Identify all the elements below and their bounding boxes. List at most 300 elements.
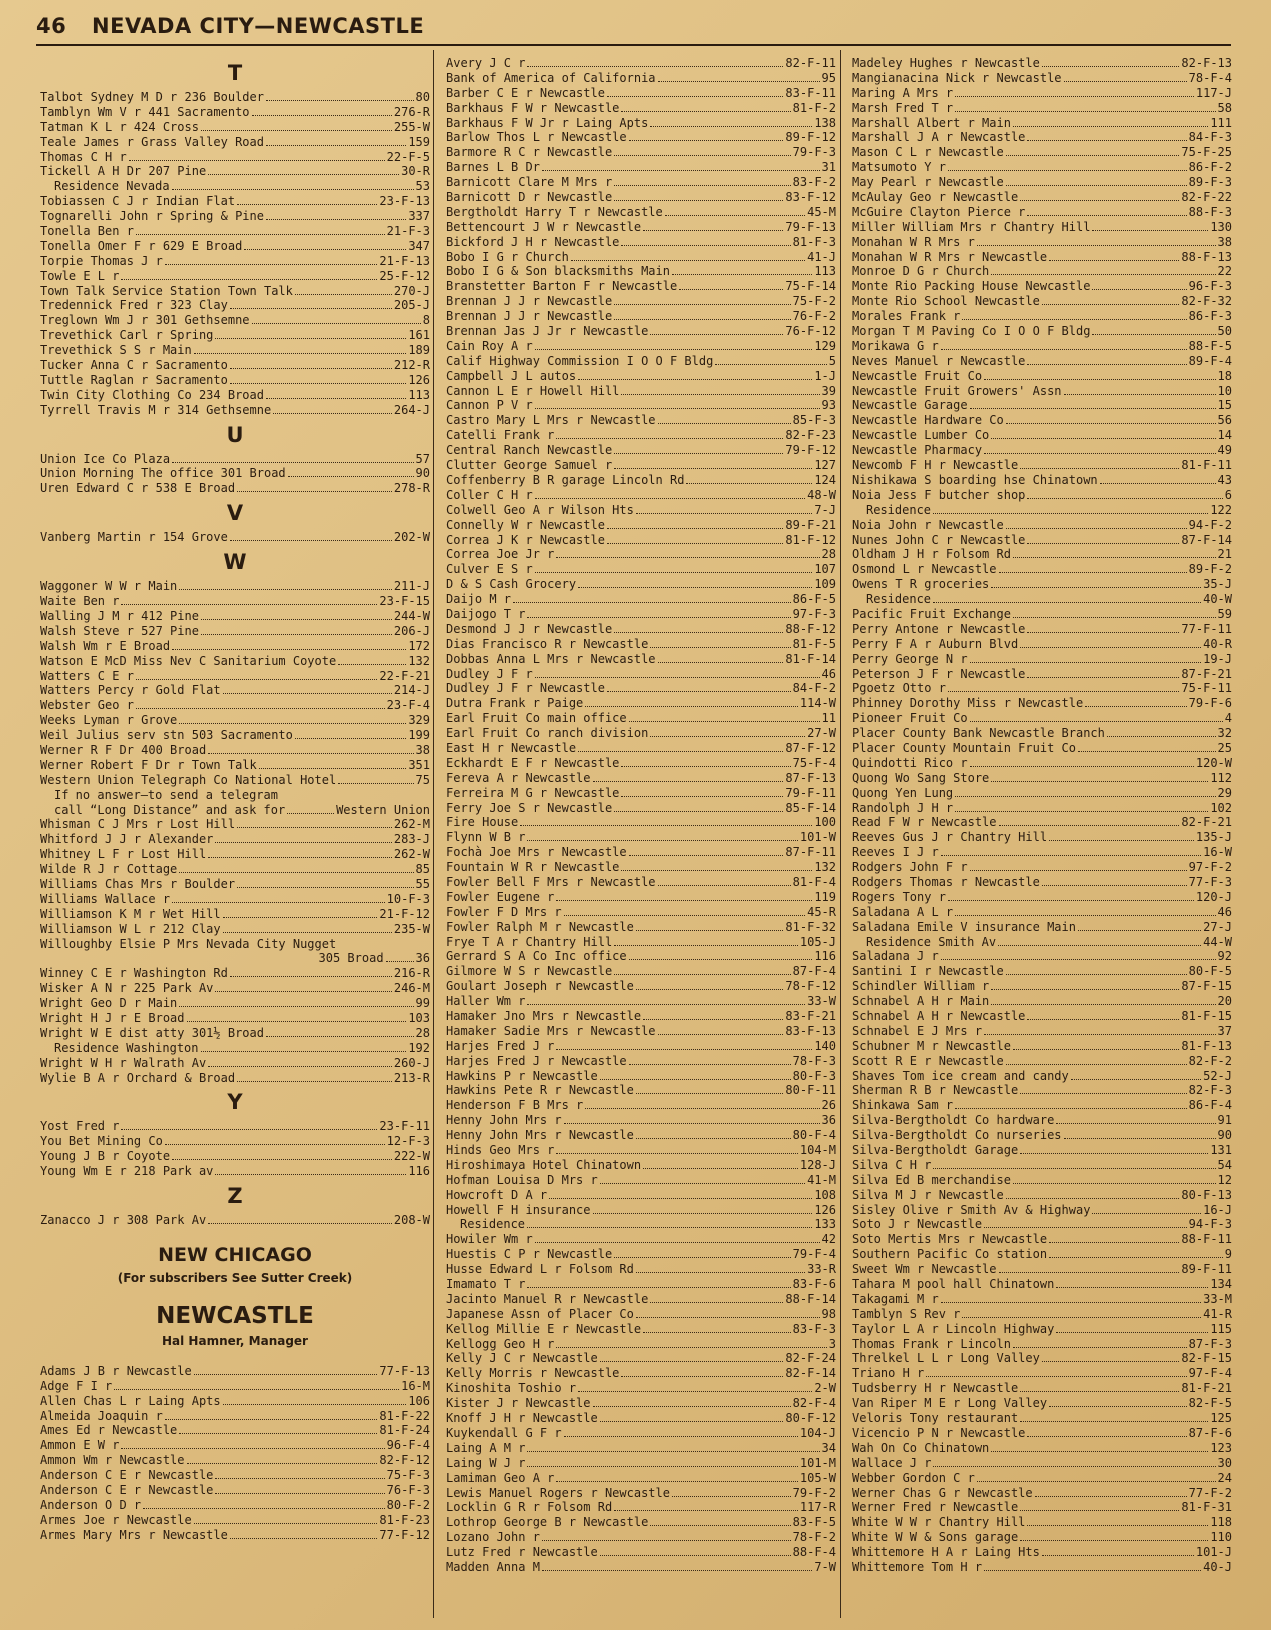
- listing-row: [40, 1026, 430, 1041]
- listing-name: Henderson F B Mrs r: [446, 1098, 584, 1113]
- listing-name: Miller William Mrs r Chantry Hill: [852, 219, 1091, 234]
- leader-dots: [535, 668, 820, 678]
- leader-dots: [650, 638, 790, 648]
- leader-dots: [984, 1561, 1201, 1571]
- listing-name: You Bet Mining Co: [40, 1134, 163, 1149]
- leader-dots: [215, 833, 391, 843]
- listing-row: [852, 562, 1232, 577]
- listing-number: 85-F-3: [792, 413, 836, 428]
- listing-number: 12-F-3: [386, 1134, 430, 1149]
- listing-row: [446, 935, 836, 950]
- listing-number: 80-F-11: [785, 1083, 836, 1098]
- listing-name: May Pearl r Newcastle: [852, 175, 1004, 190]
- listing-row: [852, 1173, 1232, 1188]
- listing-row: [446, 801, 836, 816]
- listing-name: Adams J B r Newcastle: [40, 1363, 192, 1378]
- listing-name: Newcastle Fruit Growers' Assn: [852, 383, 1062, 398]
- listing-row: [446, 1292, 836, 1307]
- listing-row: [852, 726, 1232, 741]
- listing-row: [446, 488, 836, 503]
- leader-dots: [266, 1027, 414, 1037]
- listing-name: Lamiman Geo A r: [446, 1470, 555, 1485]
- listing-name: Newcomb F H r Newcastle: [852, 458, 1019, 473]
- leader-dots: [288, 467, 414, 477]
- listing-number: 84-F-3: [1188, 130, 1232, 145]
- listing-name: Quindotti Rico r: [852, 755, 968, 770]
- leader-dots: [295, 729, 406, 739]
- listing-number: 76-F-2: [792, 309, 836, 324]
- listing-name: McGuire Clayton Pierce r: [852, 204, 1026, 219]
- listing-number: 111: [1210, 115, 1232, 130]
- listing-number: 40-W: [1203, 592, 1232, 607]
- listing-name: Vanberg Martin r 154 Grove: [40, 530, 228, 545]
- leader-dots: [252, 106, 392, 116]
- leader-dots: [208, 744, 413, 754]
- listing-number: 81-F-14: [785, 651, 836, 666]
- listing-number: 128-J: [799, 1157, 836, 1172]
- listing-number: 91: [1217, 1113, 1232, 1128]
- listing-name: Armes Mary Mrs r Newcastle: [40, 1527, 228, 1542]
- listing-name: Gerrard S A Co Inc office: [446, 949, 627, 964]
- listing-number: 88-F-14: [785, 1291, 836, 1306]
- leader-dots: [386, 952, 414, 962]
- leader-dots: [650, 727, 805, 737]
- listing-row: [446, 949, 836, 964]
- listing-row: [446, 667, 836, 682]
- listing-name: Silva M J r Newcastle: [852, 1187, 1004, 1202]
- listing-name: Castro Mary L Mrs r Newcastle: [446, 413, 656, 428]
- listing-name: Kellog Millie E r Newcastle: [446, 1321, 642, 1336]
- leader-dots: [564, 1427, 798, 1437]
- leader-dots: [1078, 921, 1201, 931]
- listing-number: 12: [1217, 1172, 1232, 1187]
- listing-number: 206-J: [393, 623, 430, 638]
- leader-dots: [1035, 1487, 1187, 1497]
- listing-name: Noia John r Newcastle: [852, 517, 1004, 532]
- listing-row: [40, 758, 430, 773]
- listing-row: [40, 1011, 430, 1026]
- listing-row: [852, 607, 1232, 622]
- listing-number: 105-W: [799, 1470, 836, 1485]
- listing-row: [852, 428, 1232, 443]
- listing-row: [852, 622, 1232, 637]
- listing-name: Saladana Emile V insurance Main: [852, 919, 1076, 934]
- listing-number: 80-F-3: [792, 1068, 836, 1083]
- listing-number: 87-F-21: [1181, 666, 1232, 681]
- leader-dots: [520, 816, 812, 826]
- listing-number: 4: [1224, 711, 1232, 726]
- listing-row: [40, 164, 430, 179]
- listing-row: [40, 594, 430, 609]
- listing-row: [40, 481, 430, 496]
- listing-name: Monte Rio School Newcastle: [852, 294, 1040, 309]
- leader-dots: [970, 399, 1216, 409]
- leader-dots: [535, 340, 813, 350]
- listing-row: [852, 220, 1232, 235]
- listing-name: Wisker A N r 225 Park Av: [40, 981, 214, 996]
- listing-row: [40, 313, 430, 328]
- listing-number: 37: [1217, 1023, 1232, 1038]
- leader-dots: [1013, 1174, 1216, 1184]
- listing-number: 98: [821, 1306, 836, 1321]
- listing-name: Threlkel L L r Long Valley: [852, 1351, 1040, 1366]
- listing-number: 90: [415, 466, 430, 481]
- leader-dots: [1107, 727, 1216, 737]
- listing-row: [446, 845, 836, 860]
- listing-name: Trevethick S S r Main: [40, 343, 192, 358]
- listing-number: 28: [415, 1025, 430, 1040]
- listing-number: 75-F-3: [386, 1468, 430, 1483]
- listing-name: Peterson J F r Newcastle: [852, 666, 1026, 681]
- listing-number: 214-J: [393, 683, 430, 698]
- listing-row: [40, 892, 430, 907]
- listing-row: [446, 1054, 836, 1069]
- listing-row: [852, 86, 1232, 101]
- listing-row: [40, 1071, 430, 1086]
- listing-row: [40, 1364, 430, 1379]
- leader-dots: [984, 370, 1216, 380]
- leader-dots: [614, 459, 812, 469]
- listing-name: Whisman C J Mrs r Lost Hill: [40, 817, 236, 832]
- listing-name: Madden Anna M: [446, 1559, 540, 1574]
- listing-row: [40, 403, 430, 418]
- listing-name: Cannon P V r: [446, 398, 533, 413]
- listing-number: 21-F-3: [386, 224, 430, 239]
- leader-dots: [215, 329, 406, 339]
- listing-name: Huestis C P r Newcastle: [446, 1247, 613, 1262]
- listing-number: 97-F-3: [792, 606, 836, 621]
- listing-row: [852, 1158, 1232, 1173]
- listing-name: Mangianacina Nick r Newcastle: [852, 70, 1062, 85]
- listing-number: 81-F-13: [1181, 1038, 1232, 1053]
- leader-dots: [208, 1057, 392, 1067]
- leader-dots: [556, 548, 819, 558]
- leader-dots: [650, 1293, 783, 1303]
- leader-dots: [1042, 1546, 1194, 1556]
- listing-name: Avery J C r: [446, 56, 526, 70]
- listing-name: Weil Julius serv stn 503 Sacramento: [40, 728, 293, 743]
- listing-number: 83-F-12: [785, 190, 836, 205]
- listing-number: 132: [814, 860, 836, 875]
- listing-number: 88-F-3: [1188, 204, 1232, 219]
- listing-name: Cannon L E r Howell Hill: [446, 383, 620, 398]
- listing-number: 102: [1210, 800, 1232, 815]
- listing-number: 107: [814, 562, 836, 577]
- listing-number: 113: [814, 264, 836, 279]
- listing-row: [40, 328, 430, 343]
- listing-number: 48-W: [807, 487, 836, 502]
- listing-name: Wright H J r E Broad: [40, 1010, 185, 1025]
- listing-name: Maring A Mrs r: [852, 85, 954, 100]
- leader-dots: [527, 995, 805, 1005]
- leader-dots: [295, 285, 392, 295]
- directory-column-3: [852, 56, 1232, 1575]
- listing-name: Watters Percy r Gold Flat: [40, 683, 221, 698]
- listing-row: [446, 1113, 836, 1128]
- listing-row: [446, 160, 836, 175]
- listing-row: [852, 890, 1232, 905]
- listing-number: 87-F-3: [1188, 1336, 1232, 1351]
- listing-number: 41-R: [1203, 1306, 1232, 1321]
- leader-dots: [1064, 72, 1187, 82]
- listing-row: [446, 294, 836, 309]
- listing-row: [852, 1307, 1232, 1322]
- listing-row: [852, 1486, 1232, 1501]
- listing-row: [446, 264, 836, 279]
- leader-dots: [527, 1278, 790, 1288]
- leader-dots: [143, 1499, 384, 1509]
- listing-name: Western Union Telegraph Co National Hotel: [40, 772, 337, 787]
- listing-row: [852, 577, 1232, 592]
- listing-name: Calif Highway Commission I O O F Bldg: [446, 353, 714, 368]
- listing-name: Union Morning The office 301 Broad: [40, 466, 286, 481]
- listing-number: 2-W: [814, 1381, 836, 1396]
- listing-number: 79-F-4: [792, 1247, 836, 1262]
- listing-number: 110: [1210, 1530, 1232, 1545]
- listing-number: 15: [1217, 398, 1232, 413]
- listing-row: [852, 443, 1232, 458]
- listing-row: [852, 101, 1232, 116]
- leader-dots: [136, 699, 385, 709]
- leader-dots: [1027, 623, 1179, 633]
- listing-name: Santini I r Newcastle: [852, 964, 1004, 979]
- leader-dots: [614, 295, 790, 305]
- page-number: 46: [36, 14, 67, 38]
- listing-row: [446, 637, 836, 652]
- listing-number: 81-F-2: [792, 100, 836, 115]
- listing-row: [40, 284, 430, 299]
- listing-name: Barber C E r Newcastle: [446, 85, 605, 100]
- listing-number: 118: [1210, 1515, 1232, 1530]
- listing-number: 81-F-23: [379, 1512, 430, 1527]
- listing-row: [852, 1113, 1232, 1128]
- listing-row: [852, 1337, 1232, 1352]
- listing-row: [40, 1134, 430, 1149]
- listing-row: [446, 443, 836, 458]
- leader-dots: [1092, 1204, 1201, 1214]
- listing-number: 122: [1210, 502, 1232, 517]
- leader-dots: [1027, 668, 1179, 678]
- leader-dots: [941, 1293, 1201, 1303]
- listing-name: Neves Manuel r Newcastle: [852, 353, 1026, 368]
- listing-number: 81-F-11: [1181, 458, 1232, 473]
- listing-row: [852, 1381, 1232, 1396]
- listing-name: Rogers Tony r: [852, 889, 946, 904]
- listing-row: [446, 652, 836, 667]
- listing-number: 33-W: [807, 994, 836, 1009]
- leader-dots: [578, 370, 812, 380]
- listing-number: 222-W: [393, 1149, 430, 1164]
- leader-dots: [179, 580, 392, 590]
- listing-number: 117-J: [1195, 85, 1232, 100]
- leader-dots: [621, 861, 812, 871]
- listing-name: Dutra Frank r Paige: [446, 696, 584, 711]
- listing-row: [446, 1560, 836, 1575]
- listing-name: Williamson W L r 212 Clay: [40, 921, 221, 936]
- leader-dots: [194, 1365, 378, 1375]
- listing-name: D & S Cash Grocery: [446, 577, 577, 592]
- listing-number: 75-F-2: [792, 294, 836, 309]
- listing-row: [446, 1366, 836, 1381]
- listing-number: 7-W: [814, 1559, 836, 1574]
- listing-name: Placer County Bank Newcastle Branch: [852, 726, 1105, 741]
- listing-name: Pioneer Fruit Co: [852, 711, 968, 726]
- leader-dots: [215, 982, 391, 992]
- leader-dots: [991, 578, 1201, 588]
- listing-name: Barlow Thos L r Newcastle: [446, 130, 627, 145]
- leader-dots: [578, 578, 812, 588]
- listing-row: [852, 130, 1232, 145]
- leader-dots: [1006, 519, 1187, 529]
- listing-row: [40, 1453, 430, 1468]
- listing-name: Fereva A r Newcastle: [446, 770, 591, 785]
- listing-number: 76-F-3: [386, 1483, 430, 1498]
- listing-name: Saladana A L r: [852, 904, 954, 919]
- leader-dots: [287, 804, 334, 814]
- listing-name: Residence: [866, 502, 932, 517]
- listing-name: Lutz Fred r Newcastle: [446, 1545, 598, 1560]
- listing-name: Ferreira M G r Newcastle: [446, 785, 620, 800]
- listing-row: [852, 1054, 1232, 1069]
- listing-number: 21-F-12: [379, 906, 430, 921]
- leader-dots: [187, 1454, 378, 1464]
- listing-name: Thomas C H r: [40, 149, 127, 164]
- listing-number: 133: [814, 1217, 836, 1232]
- listing-row: [446, 1232, 836, 1247]
- listing-number: 34: [821, 1440, 836, 1455]
- leader-dots: [223, 1395, 407, 1405]
- listing-row: [852, 637, 1232, 652]
- listing-number: 159: [408, 134, 430, 149]
- listing-name: Desmond J J r Newcastle: [446, 621, 613, 636]
- listing-name: Soto Mertis Mrs r Newcastle: [852, 1232, 1048, 1247]
- listing-name: Walsh Wm r E Broad: [40, 638, 171, 653]
- listing-name: Vicencio P N r Newcastle: [852, 1425, 1026, 1440]
- listing-name: Silva-Bergtholdt Garage: [852, 1143, 1019, 1158]
- leader-dots: [121, 270, 377, 280]
- listing-number: 22-F-21: [379, 668, 430, 683]
- listing-name: Schindler William r: [852, 979, 990, 994]
- section-letter: Y: [227, 1090, 243, 1115]
- leader-dots: [621, 236, 790, 246]
- listing-row: [446, 324, 836, 339]
- listing-number: 87-F-13: [785, 770, 836, 785]
- listing-number: 94-F-3: [1188, 1217, 1232, 1232]
- listing-number: 9: [1224, 1247, 1232, 1262]
- leader-dots: [179, 863, 413, 873]
- listing-name: Watters C E r: [40, 668, 134, 683]
- listing-number: 82-F-22: [1181, 190, 1232, 205]
- listing-number: 120-J: [1195, 889, 1232, 904]
- listing-row: [40, 862, 430, 877]
- listing-name: Uren Edward C r 538 E Broad: [40, 481, 236, 496]
- leader-dots: [658, 876, 791, 886]
- listing-row: [40, 951, 430, 966]
- leader-dots: [614, 310, 790, 320]
- listing-name: Dudley J F r Newcastle: [446, 681, 605, 696]
- leader-dots: [165, 1410, 378, 1420]
- leader-dots: [999, 1263, 1180, 1273]
- listing-name: Nunes John C r Newcastle: [852, 532, 1026, 547]
- listing-name: Locklin G R r Folsom Rd: [446, 1500, 613, 1515]
- listing-row: [446, 756, 836, 771]
- listing-row: [852, 1128, 1232, 1143]
- leader-dots: [1056, 1114, 1215, 1124]
- listing-number: 24: [1217, 1470, 1232, 1485]
- listing-number: 30-R: [401, 164, 430, 179]
- listing-number: 29: [1217, 785, 1232, 800]
- leader-dots: [629, 1055, 791, 1065]
- listing-number: 27-J: [1203, 919, 1232, 934]
- leader-dots: [1085, 697, 1186, 707]
- listing-name: Veloris Tony restaurant: [852, 1411, 1019, 1426]
- leader-dots: [179, 1424, 377, 1434]
- listing-name: Schnabel A H r Main: [852, 994, 990, 1009]
- listing-row: [852, 1024, 1232, 1039]
- listing-number: 138: [814, 115, 836, 130]
- listing-number: 115: [1210, 1321, 1232, 1336]
- listing-number: 78-F-12: [785, 979, 836, 994]
- listing-number: 82-F-13: [1181, 56, 1232, 70]
- section-subheading: (For subscribers See Sutter Creek): [117, 1270, 353, 1285]
- leader-dots: [998, 936, 1201, 946]
- leader-dots: [650, 325, 783, 335]
- listing-number: 199: [408, 728, 430, 743]
- listing-row: [446, 711, 836, 726]
- listing-row: [446, 1247, 836, 1262]
- leader-dots: [991, 429, 1215, 439]
- leader-dots: [338, 655, 406, 665]
- leader-dots: [513, 593, 791, 603]
- listing-note: If no answer—to send a telegram: [54, 787, 278, 802]
- leader-dots: [230, 359, 392, 369]
- listing-number: 117-R: [799, 1500, 836, 1515]
- listing-name: Bank of America of California: [446, 70, 656, 85]
- listing-number: 1-J: [814, 368, 836, 383]
- listing-number: 56: [1217, 413, 1232, 428]
- leader-dots: [941, 950, 1216, 960]
- leader-dots: [273, 404, 392, 414]
- leader-dots: [1006, 146, 1180, 156]
- leader-dots: [629, 846, 784, 856]
- listing-row: [852, 398, 1232, 413]
- leader-dots: [1027, 489, 1222, 499]
- listing-name: Tamblyn Wm V r 441 Sacramento: [40, 104, 250, 119]
- leader-dots: [621, 787, 783, 797]
- leader-dots: [172, 893, 385, 903]
- listing-row: [40, 224, 430, 239]
- listing-name: Anderson C E r Newcastle: [40, 1468, 214, 1483]
- leader-dots: [933, 504, 1208, 514]
- leader-dots: [223, 684, 392, 694]
- listing-number: 14: [1217, 428, 1232, 443]
- listing-number: 89-F-4: [1188, 353, 1232, 368]
- listing-row: [852, 1277, 1232, 1292]
- listing-number: 80-F-5: [1188, 964, 1232, 979]
- listing-name: Dias Francisco R r Newcastle: [446, 636, 649, 651]
- listing-number: 100: [814, 815, 836, 830]
- listing-number: 79-F-6: [1188, 696, 1232, 711]
- listing-row: [40, 579, 430, 594]
- listing-name: Harjes Fred J r: [446, 1038, 555, 1053]
- leader-dots: [527, 831, 797, 841]
- listing-row: [40, 654, 430, 669]
- listing-row: [446, 235, 836, 250]
- listing-number: 213-R: [393, 1070, 430, 1085]
- listing-number: 101-W: [799, 830, 836, 845]
- leader-dots: [208, 165, 399, 175]
- listing-row: [446, 1515, 836, 1530]
